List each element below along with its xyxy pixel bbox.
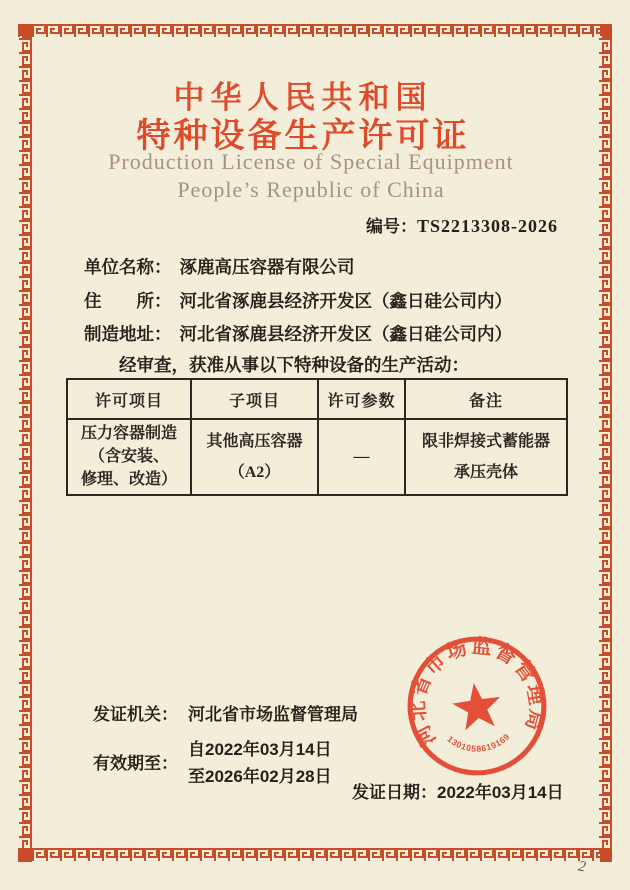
title-en-line2: People’s Republic of China <box>177 177 445 202</box>
address-value: 河北省涿鹿县经济开发区（鑫日硅公司内） <box>179 291 512 311</box>
issue-date-label: 发证日期： <box>352 783 437 802</box>
valid-from: 自2022年03月14日 <box>188 740 332 759</box>
validity-dates <box>188 736 332 790</box>
title-cn-line2: 特种设备生产许可证 <box>136 118 470 155</box>
license-number-label: 编号： <box>366 217 417 236</box>
valid-to: 至2026年02月28日 <box>188 767 332 787</box>
license-number-line <box>366 212 558 237</box>
remark-line1: 限非焊接式蓄能器 <box>421 432 550 450</box>
header-remark: 备注 <box>405 379 567 419</box>
border-corner-bottom-right <box>600 850 612 862</box>
manufacturing-address-value: 河北省涿鹿县经济开发区（鑫日硅公司内） <box>179 324 512 344</box>
license-number-value: TS2213308-2026 <box>417 216 559 236</box>
sub-item-line2: （A2） <box>228 463 281 481</box>
license-item-line3: 修理、改造） <box>80 471 177 489</box>
official-seal <box>391 620 563 792</box>
title-en-line1: Production License of Special Equipment <box>108 149 514 174</box>
header-license-item: 许可项目 <box>67 379 191 419</box>
border-pattern-bottom <box>18 848 612 862</box>
issuing-authority-label: 发证机关： <box>93 705 178 724</box>
remark-line2: 承压壳体 <box>453 463 518 481</box>
title-cn-line1: 中华人民共和国 <box>173 80 433 115</box>
cell-sub-item <box>191 419 318 495</box>
header-license-parameter: 许可参数 <box>318 379 405 419</box>
unit-name-value: 涿鹿高压容器有限公司 <box>179 257 355 277</box>
manufacturing-address-line <box>84 321 512 346</box>
unit-name-line <box>84 254 355 279</box>
approval-statement: 经审查，获准从事以下特种设备的生产活动： <box>119 355 469 375</box>
issue-date-value: 2022年03月14日 <box>437 783 564 802</box>
address-label: 住 所： <box>84 291 172 311</box>
address-line <box>84 288 512 313</box>
validity-line <box>93 736 332 790</box>
header-sub-item: 子项目 <box>191 379 318 419</box>
unit-name-label: 单位名称： <box>84 257 172 277</box>
seal-code-text: 1301058619169 <box>445 731 512 754</box>
issuing-authority-line <box>93 700 358 725</box>
cell-license-parameter: — <box>318 419 405 495</box>
table-row <box>67 419 567 495</box>
border-pattern-top <box>18 24 612 38</box>
border-corner-top-right <box>600 24 612 36</box>
license-item-line1: 压力容器制造 <box>80 425 177 442</box>
svg-text:1301058619169 <box>444 726 513 759</box>
handwritten-page-number: 2 <box>576 858 587 876</box>
seal-ring-text: 河北省市场监督管理局 <box>406 635 548 750</box>
cell-remark <box>405 419 567 495</box>
issuing-authority-value: 河北省市场监督管理局 <box>188 705 358 724</box>
license-item-line2: （含安装、 <box>88 448 169 466</box>
table-header-row <box>67 379 567 419</box>
validity-label: 有效期至： <box>93 754 178 773</box>
border-corner-top-left <box>18 24 30 36</box>
star-icon <box>450 680 504 732</box>
manufacturing-address-label: 制造地址： <box>84 324 172 344</box>
license-table <box>66 378 568 496</box>
sub-item-line1: 其他高压容器 <box>206 432 303 450</box>
border-corner-bottom-left <box>18 850 30 862</box>
cell-license-item <box>67 419 191 495</box>
